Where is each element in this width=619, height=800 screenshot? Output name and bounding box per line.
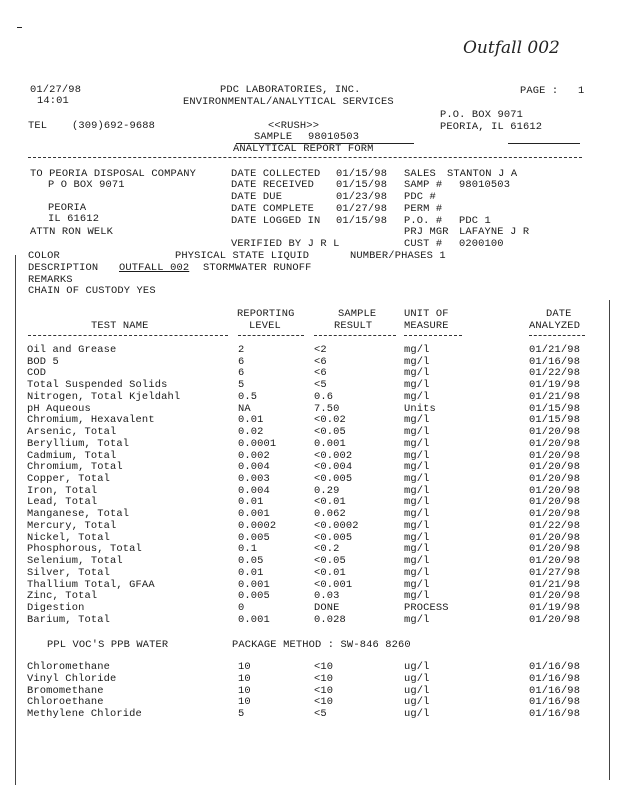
table-row [0, 556, 619, 567]
test-name: Chromium, Total [27, 461, 123, 474]
reporting-level: 6 [238, 367, 245, 380]
unit-of-measure: mg/l [404, 496, 430, 509]
column-underline [404, 335, 462, 336]
table-row [0, 415, 619, 426]
sample-result: <10 [314, 661, 334, 673]
table-row [0, 662, 619, 673]
date-analyzed: 01/20/98 [529, 531, 581, 544]
test-name: Nitrogen, Total Kjeldahl [27, 390, 181, 403]
reporting-level: 0.02 [238, 426, 264, 439]
column-underline [314, 335, 396, 336]
client-state-zip: IL 61612 [48, 213, 100, 225]
color-label: COLOR [28, 250, 60, 262]
unit-of-measure: mg/l [404, 355, 430, 368]
sample-result: <2 [314, 344, 327, 356]
date-value: 01/15/98 [336, 168, 388, 180]
reporting-level: 0 [238, 602, 245, 615]
unit-of-measure: mg/l [404, 508, 430, 521]
unit-of-measure: mg/l [404, 543, 430, 556]
date-analyzed: 01/15/98 [529, 402, 581, 415]
date-label: DATE COMPLETE [231, 203, 315, 215]
col-level: LEVEL [249, 320, 281, 332]
table-row [0, 591, 619, 602]
column-underline [238, 335, 304, 336]
client-attn: ATTN RON WELK [30, 226, 114, 238]
table-row [0, 462, 619, 473]
unit-of-measure: mg/l [404, 437, 430, 450]
test-name: Zinc, Total [27, 590, 98, 603]
form-title: ANALYTICAL REPORT FORM [233, 143, 374, 155]
reporting-level: 0.001 [238, 508, 270, 521]
unit-of-measure: mg/l [404, 414, 430, 427]
unit-of-measure: mg/l [404, 461, 430, 474]
date-analyzed: 01/20/98 [529, 449, 581, 462]
table-row [0, 368, 619, 379]
test-name: COD [27, 367, 47, 380]
ref-value: LAFAYNE J R [459, 226, 530, 238]
test-name: Total Suspended Solids [27, 379, 168, 392]
test-name: Bromomethane [27, 684, 104, 697]
sample-result: <6 [314, 367, 327, 380]
reporting-level: 0.005 [238, 590, 270, 603]
date-analyzed: 01/20/98 [529, 496, 581, 509]
unit-of-measure: ug/l [404, 672, 430, 685]
description-outfall: OUTFALL 002 [119, 262, 190, 274]
reporting-level: 0.01 [238, 496, 264, 509]
description-label: DESCRIPTION [28, 262, 99, 274]
test-name: Beryllium, Total [27, 437, 130, 450]
test-name: Thallium Total, GFAA [27, 578, 155, 591]
test-name: Lead, Total [27, 496, 98, 509]
table-row [0, 674, 619, 685]
unit-of-measure: mg/l [404, 367, 430, 380]
test-name: Digestion [27, 602, 85, 615]
description-detail: STORMWATER RUNOFF [203, 262, 312, 274]
date-analyzed: 01/21/98 [529, 578, 581, 591]
table-row [0, 380, 619, 391]
date-value: 01/23/98 [336, 191, 388, 203]
phone-label: TEL [28, 120, 48, 132]
unit-of-measure: mg/l [404, 519, 430, 532]
date-analyzed: 01/16/98 [529, 672, 581, 685]
reporting-level: 0.01 [238, 566, 264, 579]
reporting-level: 0.5 [238, 390, 258, 403]
date-analyzed: 01/19/98 [529, 379, 581, 392]
ref-label: P.O. # [404, 215, 443, 227]
col-analyzed: ANALYZED [529, 320, 581, 332]
unit-of-measure: mg/l [404, 531, 430, 544]
unit-of-measure: mg/l [404, 473, 430, 486]
col-unit: UNIT OF [404, 308, 449, 320]
unit-of-measure: ug/l [404, 696, 430, 709]
reporting-level: 10 [238, 684, 251, 697]
sample-result: <0.001 [314, 578, 353, 591]
date-value: 01/15/98 [336, 215, 388, 227]
unit-of-measure: ug/l [404, 661, 430, 673]
test-name: Phosphorous, Total [27, 543, 142, 556]
sample-number: 98010503 [308, 131, 360, 143]
date-analyzed: 01/22/98 [529, 367, 581, 380]
sample-result: <0.002 [314, 449, 353, 462]
sample-result: 0.29 [314, 484, 340, 497]
table-row [0, 580, 619, 591]
test-name: Chromium, Hexavalent [27, 414, 155, 427]
column-underline [529, 335, 585, 336]
date-analyzed: 01/16/98 [529, 696, 581, 709]
date-analyzed: 01/20/98 [529, 426, 581, 439]
unit-of-measure: ug/l [404, 684, 430, 697]
ref-label: SALES [404, 168, 436, 180]
sample-result: <6 [314, 355, 327, 368]
reporting-level: 10 [238, 672, 251, 685]
reporting-level: 0.004 [238, 461, 270, 474]
test-name: Silver, Total [27, 566, 111, 579]
reporting-level: 0.001 [238, 613, 270, 626]
table-row [0, 709, 619, 720]
rush-flag: <<RUSH>> [268, 120, 320, 132]
date-analyzed: 01/20/98 [529, 508, 581, 521]
sample-label: SAMPLE [254, 131, 293, 143]
sample-result: 7.50 [314, 402, 340, 415]
date-analyzed: 01/20/98 [529, 613, 581, 626]
reporting-level: 0.0002 [238, 519, 277, 532]
reporting-level: 0.001 [238, 578, 270, 591]
ref-label: SAMP # [404, 179, 443, 191]
sample-result: <0.004 [314, 461, 353, 474]
sample-result: 0.03 [314, 590, 340, 603]
table-row [0, 615, 619, 626]
test-name: pH Aqueous [27, 402, 91, 415]
remarks-label: REMARKS [28, 274, 73, 286]
date-analyzed: 01/20/98 [529, 590, 581, 603]
number-of-phases: NUMBER/PHASES 1 [350, 250, 446, 262]
test-name: Iron, Total [27, 484, 98, 497]
test-name: Chloromethane [27, 661, 111, 673]
reporting-level: 0.004 [238, 484, 270, 497]
reporting-level: 0.01 [238, 414, 264, 427]
reporting-level: 10 [238, 696, 251, 709]
table-row [0, 686, 619, 697]
table-row [0, 697, 619, 708]
test-name: Chloroethane [27, 696, 104, 709]
table-row [0, 544, 619, 555]
reporting-level: 5 [238, 708, 245, 721]
date-analyzed: 01/21/98 [529, 344, 581, 356]
unit-of-measure: mg/l [404, 344, 430, 356]
date-analyzed: 01/16/98 [529, 708, 581, 721]
sample-result: <5 [314, 708, 327, 721]
table-row [0, 474, 619, 485]
sample-result: <0.0002 [314, 519, 359, 532]
ref-label: PDC # [404, 191, 436, 203]
voc-package-method: PACKAGE METHOD : SW-846 8260 [232, 639, 411, 651]
date-value: 01/15/98 [336, 179, 388, 191]
table-row [0, 568, 619, 579]
col-date: DATE [546, 308, 572, 320]
ref-label: CUST # [404, 238, 443, 250]
client-name: TO PEORIA DISPOSAL COMPANY [30, 168, 197, 180]
physical-state: PHYSICAL STATE LIQUID [175, 250, 310, 262]
phone-number: (309)692-9688 [72, 120, 156, 132]
date-analyzed: 01/15/98 [529, 414, 581, 427]
unit-of-measure: mg/l [404, 426, 430, 439]
test-name: Copper, Total [27, 473, 111, 486]
date-label: DATE COLLECTED [231, 168, 321, 180]
date-analyzed: 01/21/98 [529, 390, 581, 403]
sample-result: <10 [314, 672, 334, 685]
sample-result: <10 [314, 696, 334, 709]
col-test-name: TEST NAME [91, 320, 149, 332]
date-analyzed: 01/20/98 [529, 461, 581, 474]
reporting-level: 10 [238, 661, 251, 673]
unit-of-measure: mg/l [404, 379, 430, 392]
date-analyzed: 01/16/98 [529, 684, 581, 697]
sample-result: <0.005 [314, 473, 353, 486]
sample-result: <0.005 [314, 531, 353, 544]
handwritten-note: Outfall 002 [463, 38, 560, 58]
date-analyzed: 01/27/98 [529, 566, 581, 579]
date-analyzed: 01/20/98 [529, 543, 581, 556]
date-analyzed: 01/16/98 [529, 661, 581, 673]
test-name: BOD 5 [27, 355, 59, 368]
date-analyzed: 01/22/98 [529, 519, 581, 532]
col-measure: MEASURE [404, 320, 449, 332]
sample-result: <0.05 [314, 555, 346, 568]
table-row [0, 392, 619, 403]
date-label: DATE DUE [231, 191, 283, 203]
client-box: P O BOX 9071 [48, 179, 125, 191]
header-rule-right [508, 143, 580, 144]
unit-of-measure: PROCESS [404, 602, 449, 615]
lab-city: PEORIA, IL 61612 [440, 121, 543, 133]
table-row [0, 533, 619, 544]
col-result: RESULT [334, 320, 373, 332]
test-name: Oil and Grease [27, 344, 117, 356]
sample-result: <0.01 [314, 566, 346, 579]
table-row [0, 357, 619, 368]
table-row [0, 427, 619, 438]
reporting-level: 5 [238, 379, 245, 392]
company-name: PDC LABORATORIES, INC. [220, 84, 361, 96]
unit-of-measure: mg/l [404, 590, 430, 603]
table-row [0, 451, 619, 462]
test-name: Manganese, Total [27, 508, 130, 521]
column-underline [28, 335, 228, 336]
reporting-level: 0.1 [238, 543, 258, 556]
reporting-level: 0.0001 [238, 437, 277, 450]
chain-of-custody: CHAIN OF CUSTODY YES [28, 285, 156, 297]
unit-of-measure: mg/l [404, 613, 430, 626]
unit-of-measure: mg/l [404, 390, 430, 403]
sample-result: <10 [314, 684, 334, 697]
ref-value: 0200100 [459, 238, 504, 250]
table-row [0, 486, 619, 497]
report-time: 14:01 [37, 95, 69, 107]
unit-of-measure: mg/l [404, 484, 430, 497]
sample-result: <5 [314, 379, 327, 392]
voc-section-title: PPL VOC'S PPB WATER [47, 639, 169, 651]
test-name: Selenium, Total [27, 555, 123, 568]
table-row [0, 439, 619, 450]
sample-result: 0.028 [314, 613, 346, 626]
ref-label: PRJ MGR [404, 226, 449, 238]
reporting-level: NA [238, 402, 251, 415]
date-analyzed: 01/20/98 [529, 437, 581, 450]
sample-result: 0.062 [314, 508, 346, 521]
table-row [0, 345, 619, 356]
date-analyzed: 01/19/98 [529, 602, 581, 615]
ref-label: PERM # [404, 203, 443, 215]
reporting-level: 0.05 [238, 555, 264, 568]
test-name: Cadmium, Total [27, 449, 117, 462]
unit-of-measure: mg/l [404, 566, 430, 579]
page-number: 1 [578, 85, 585, 97]
sample-result: <0.01 [314, 496, 346, 509]
sample-result: <0.02 [314, 414, 346, 427]
report-date: 01/27/98 [30, 84, 82, 96]
date-analyzed: 01/20/98 [529, 555, 581, 568]
reporting-level: 0.002 [238, 449, 270, 462]
page-label: PAGE : [520, 85, 559, 97]
top-scan-mark [17, 27, 22, 28]
date-analyzed: 01/20/98 [529, 484, 581, 497]
table-row [0, 521, 619, 532]
table-row [0, 603, 619, 614]
unit-of-measure: mg/l [404, 578, 430, 591]
reporting-level: 2 [238, 344, 245, 356]
date-analyzed: 01/20/98 [529, 473, 581, 486]
header-divider [28, 157, 582, 158]
sample-result: <0.2 [314, 543, 340, 556]
ref-value: PDC 1 [459, 215, 491, 227]
client-city: PEORIA [48, 202, 87, 214]
table-row [0, 509, 619, 520]
test-name: Vinyl Chloride [27, 672, 117, 685]
reporting-level: 6 [238, 355, 245, 368]
ref-value: 98010503 [459, 179, 511, 191]
table-row [0, 404, 619, 415]
sample-result: 0.001 [314, 437, 346, 450]
sample-result: 0.6 [314, 390, 334, 403]
unit-of-measure: Units [404, 402, 436, 415]
test-name: Mercury, Total [27, 519, 117, 532]
date-label: DATE RECEIVED [231, 179, 315, 191]
date-analyzed: 01/16/98 [529, 355, 581, 368]
col-reporting: REPORTING [237, 308, 295, 320]
date-value: 01/27/98 [336, 203, 388, 215]
ref-value: STANTON J A [447, 168, 518, 180]
col-sample: SAMPLE [338, 308, 377, 320]
company-division: ENVIRONMENTAL/ANALYTICAL SERVICES [183, 96, 394, 108]
unit-of-measure: mg/l [404, 449, 430, 462]
sample-result: <0.05 [314, 426, 346, 439]
sample-result: DONE [314, 602, 340, 615]
test-name: Arsenic, Total [27, 426, 117, 439]
verified-by: VERIFIED BY J R L [231, 238, 340, 250]
table-row [0, 497, 619, 508]
reporting-level: 0.003 [238, 473, 270, 486]
po-box: P.O. BOX 9071 [440, 109, 524, 121]
test-name: Barium, Total [27, 613, 111, 626]
date-label: DATE LOGGED IN [231, 215, 321, 227]
unit-of-measure: ug/l [404, 708, 430, 721]
reporting-level: 0.005 [238, 531, 270, 544]
test-name: Methylene Chloride [27, 708, 142, 721]
test-name: Nickel, Total [27, 531, 111, 544]
unit-of-measure: mg/l [404, 555, 430, 568]
